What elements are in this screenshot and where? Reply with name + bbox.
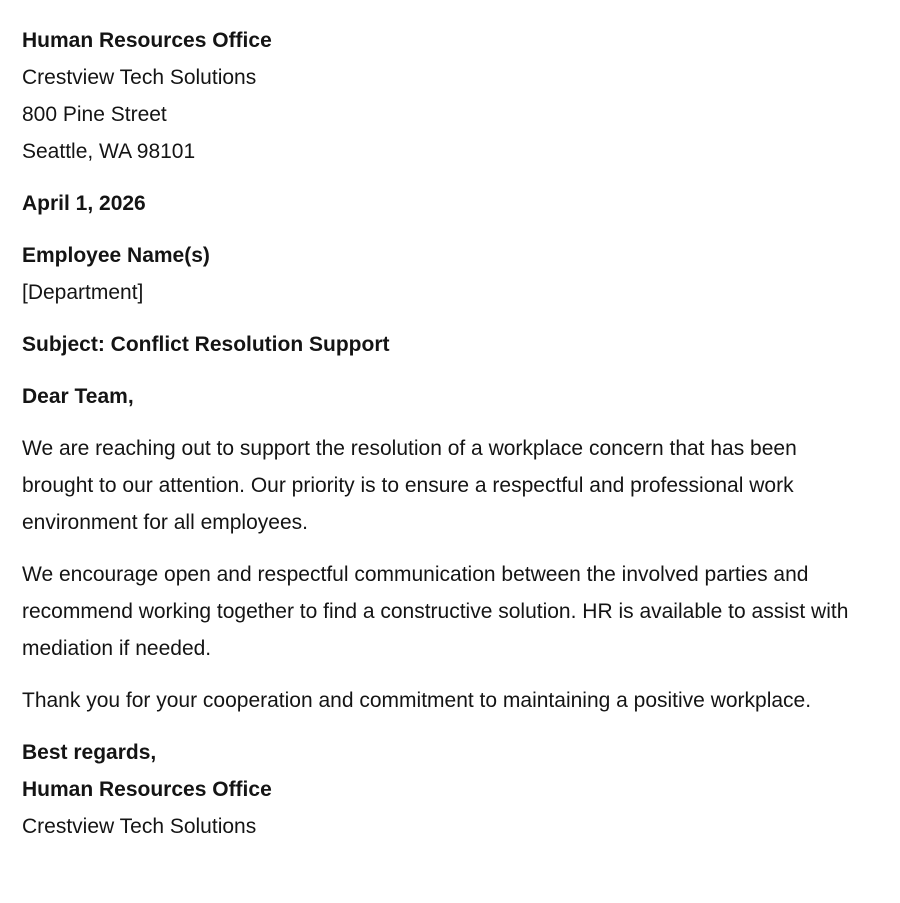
closing-office: Human Resources Office xyxy=(22,778,272,801)
body-paragraph-1: We are reaching out to support the resolution of a workplace concern that has been brought to our attention. Our priority is to ensure a respectful and professional work environment for all employees. xyxy=(22,437,797,534)
closing-sign-off: Best regards, xyxy=(22,741,157,764)
subject-line: Subject: Conflict Resolution Support xyxy=(22,333,390,356)
closing-company: Crestview Tech Solutions xyxy=(22,815,257,838)
sender-company: Crestview Tech Solutions xyxy=(22,66,257,89)
subject-block xyxy=(22,326,858,363)
salutation-block xyxy=(22,378,858,415)
body-paragraph-2: We encourage open and respectful communication between the involved parties and recommend working together to find a constructive solution. HR is available to assist with mediation if needed. xyxy=(22,563,849,660)
body-paragraph-3: Thank you for your cooperation and commitment to maintaining a positive workplace. xyxy=(22,689,812,712)
sender-city-state-zip: Seattle, WA 98101 xyxy=(22,140,196,163)
sender-office: Human Resources Office xyxy=(22,29,272,52)
letter-date: April 1, 2026 xyxy=(22,192,146,215)
letter-body xyxy=(22,22,858,845)
recipient-department: [Department] xyxy=(22,281,144,304)
recipient-name: Employee Name(s) xyxy=(22,244,210,267)
salutation: Dear Team, xyxy=(22,385,134,408)
letter-date-block xyxy=(22,185,858,222)
closing-block xyxy=(22,734,858,845)
sender-address-block xyxy=(22,22,858,170)
recipient-block xyxy=(22,237,858,311)
sender-street: 800 Pine Street xyxy=(22,103,167,126)
